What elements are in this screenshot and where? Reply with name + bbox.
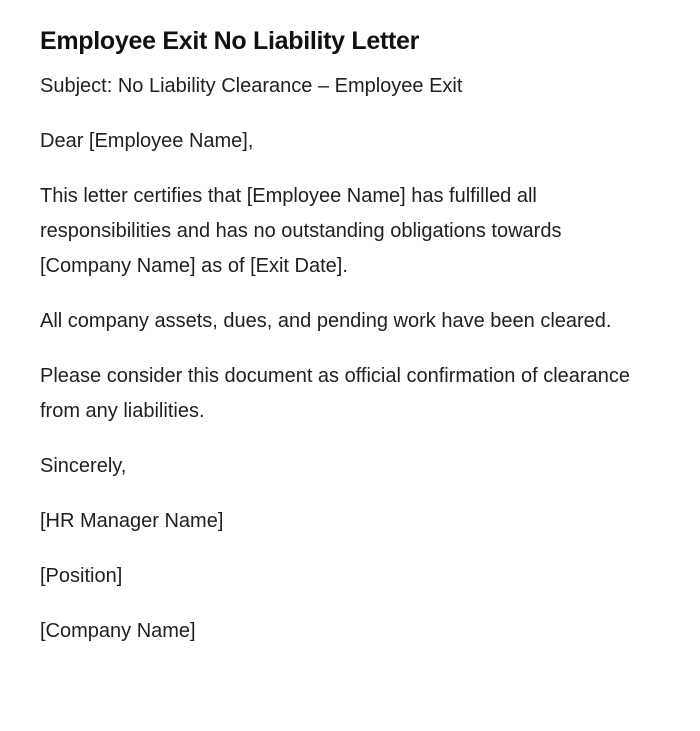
letter-document [40,24,640,649]
body-paragraph-assets: All company assets, dues, and pending work have been cleared. [40,310,612,332]
signature-name: [HR Manager Name] [40,510,224,532]
body-paragraph-certification: This letter certifies that [Employee Name] has fulfilled all responsibilities and has no outstanding obligations towards [Company Name] as of [Exit Date]. [40,185,562,277]
greeting: Dear [Employee Name], [40,130,254,152]
body-paragraph-confirmation: Please consider this document as official confirmation of clearance from any liabilities. [40,365,630,422]
signature-position: [Position] [40,565,123,587]
closing: Sincerely, [40,455,127,477]
signature-company: [Company Name] [40,620,196,642]
document-title: Employee Exit No Liability Letter [40,27,420,55]
subject-line: Subject: No Liability Clearance – Employee Exit [40,75,463,97]
